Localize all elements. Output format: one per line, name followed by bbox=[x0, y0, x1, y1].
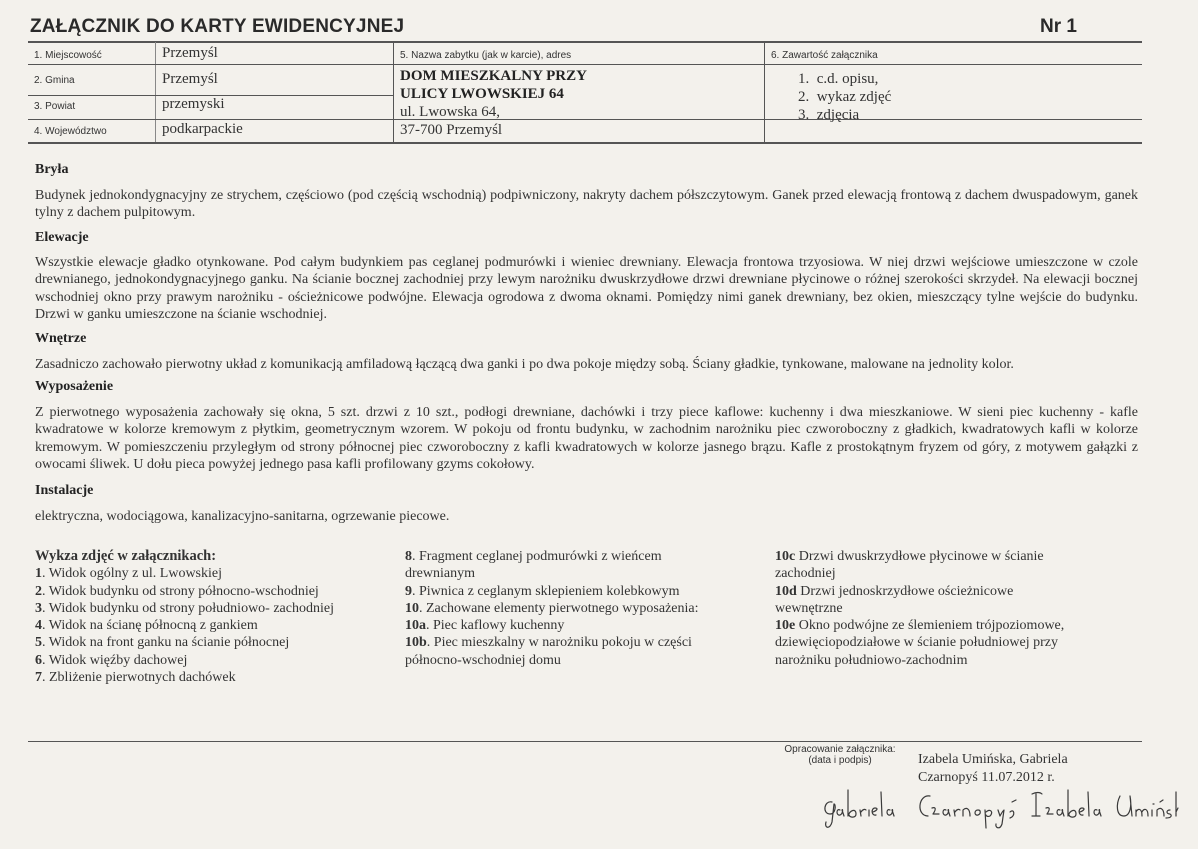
list-item: północno-wschodniej domu bbox=[405, 652, 561, 668]
photo-list-title: Wykza zdjęć w załącznikach: bbox=[35, 548, 217, 564]
location-value: podkarpackie bbox=[162, 121, 243, 137]
monument-name: ULICY LWOWSKIEJ 64 bbox=[400, 86, 564, 102]
section-text: Budynek jednokondygnacyjny ze strychem, częściowo (pod częścią wschodnią) podpiwniczony, nakryty dachem półszczytowym. Ganek przed elewacją frontową z dachem dwuspadowym, ganek tylny z dachem pulpitowym. bbox=[35, 188, 1138, 221]
list-item: 10. Zachowane elementy pierwotnego wyposażenia: bbox=[405, 600, 699, 616]
handwritten-signature bbox=[820, 782, 1180, 842]
section-title: Bryła bbox=[35, 162, 69, 177]
document-title: ZAŁĄCZNIK DO KARTY EWIDENCYJNEJ bbox=[30, 16, 405, 37]
section-title: Elewacje bbox=[35, 230, 89, 245]
photo-list-column bbox=[775, 548, 1140, 669]
list-item: 2. wykaz zdjęć bbox=[798, 89, 892, 105]
list-item: 5. Widok na front ganku na ścianie północnej bbox=[35, 635, 290, 651]
list-item: narożniku południowo-zachodnim bbox=[775, 652, 968, 668]
list-item: zachodniej bbox=[775, 566, 836, 582]
section-title: Instalacje bbox=[35, 483, 94, 498]
table-row-line bbox=[394, 64, 764, 65]
photo-list-column bbox=[405, 548, 750, 669]
location-label: 2. Gmina bbox=[34, 75, 75, 86]
section-text: Zasadniczo zachowało pierwotny układ z komunikacją amfiladową łączącą dwa ganki i po dwa pokoje między sobą. Ściany gładkie, tynkowane, malowane na jednolity kolor. bbox=[35, 357, 1014, 372]
list-item: 10d Drzwi jednoskrzydłowe ościeżnicowe bbox=[775, 583, 1014, 599]
monument-label: 5. Nazwa zabytku (jak w karcie), adres bbox=[400, 50, 572, 61]
table-row-line bbox=[765, 64, 1142, 65]
section-text: Z pierwotnego wyposażenia zachowały się okna, 5 szt. drzwi z 10 szt., podłogi drewniane, dachówki i trzy piece kaflowe: kuchenny i dwa mieszkaniowe. W sieni piec kuchenny - kafle kwadratowe w kolorze kremowym z płytkim, geometrycznym wzorem. W pokoju od frontu budynku, w zachodnim narożniku piec czworoboczny z gładkich, kwadratowych kafli w kolorze kremowym. W pomieszczeniu przyległym od strony północnej piec czworoboczny z kafli kwadratowych w kolorze jasnego brązu. Kafle z prostokątnym fryzem od góry, z motywem gałązki z owocami śliwek. U dołu pieca powyżej jednego pasa kafli profilowany gzyms cokołowy. bbox=[35, 405, 1138, 472]
contents-label: 6. Zawartość załącznika bbox=[771, 50, 878, 61]
list-item: 10b. Piec mieszkalny w narożniku pokoju w części bbox=[405, 635, 692, 651]
list-item: drewnianym bbox=[405, 566, 475, 582]
svg-text:Gabriela Czarnopyś Izabela Umi: Gabriela Czarnopyś Izabela Umińska bbox=[820, 840, 835, 841]
table-row-line bbox=[28, 119, 394, 120]
list-item: 1. c.d. opisu, bbox=[798, 71, 879, 87]
contents-list bbox=[798, 70, 891, 124]
location-value: Przemyśl bbox=[162, 45, 218, 61]
location-value: Przemyśl bbox=[162, 71, 218, 87]
table-bottom-border bbox=[28, 142, 1142, 144]
table-divider bbox=[764, 42, 765, 142]
list-item: 10a. Piec kaflowy kuchenny bbox=[405, 618, 565, 634]
list-item: 2. Widok budynku od strony północno-wschodniej bbox=[35, 583, 319, 599]
table-top-border bbox=[28, 41, 1142, 43]
list-item: 3. Widok budynku od strony południowo- zachodniej bbox=[35, 600, 334, 616]
list-item: 4. Widok na ścianę północną z gankiem bbox=[35, 618, 258, 634]
list-item: 7. Zbliżenie pierwotnych dachówek bbox=[35, 670, 236, 686]
location-label: 3. Powiat bbox=[34, 101, 76, 112]
location-value: przemyski bbox=[162, 96, 225, 112]
location-label: 1. Miejscowość bbox=[34, 50, 102, 61]
list-item: 9. Piwnica z ceglanym sklepieniem kolebkowym bbox=[405, 583, 680, 599]
table-divider bbox=[155, 42, 156, 142]
monument-address: 37-700 Przemyśl bbox=[400, 122, 503, 138]
list-item: 1. Widok ogólny z ul. Lwowskiej bbox=[35, 566, 222, 582]
table-divider bbox=[393, 42, 394, 142]
list-item: 8. Fragment ceglanej podmurówki z wieńcem bbox=[405, 549, 662, 564]
monument-name: DOM MIESZKALNY PRZY bbox=[400, 68, 587, 84]
photo-list-column bbox=[35, 548, 385, 686]
document-number: Nr 1 bbox=[1040, 16, 1077, 37]
list-item: 10c Drzwi dwuskrzydłowe płycinowe w ścianie bbox=[775, 549, 1044, 564]
list-item: 6. Widok więźby dachowej bbox=[35, 652, 188, 668]
list-item: 10e Okno podwójne ze ślemieniem trójpoziomowe, bbox=[775, 618, 1065, 634]
location-label: 4. Województwo bbox=[34, 126, 107, 137]
section-title: Wnętrze bbox=[35, 331, 87, 346]
section-text: Wszystkie elewacje gładko otynkowane. Pod całym budynkiem pas ceglanej podmurówki i wieniec drewniany. Elewacja frontowa trzyosiowa. W niej drzwi wejściowe umieszczone w czole drewnianego, jednokondygnacyjnego ganku. Na ścianie bocznej zachodniej przy lewym narożniku dwuskrzydłowe drzwi drewniane płycinowe o różnej szerokości skrzydeł. Na elewacji bocznej wschodniej okno przy prawym narożniku - ościeżnicowe podwójne. Elewacja ogrodowa z dwoma oknami. Pomiędzy nimi ganek drewniany, bez okien, mieszczący tylne wejście do budynku. Drzwi w ganku umieszczone na ścianie wschodniej. bbox=[35, 255, 1138, 322]
section-text: elektryczna, wodociągowa, kanalizacyjno-sanitarna, ogrzewanie piecowe. bbox=[35, 509, 450, 524]
table-row-line bbox=[28, 64, 394, 65]
monument-address: ul. Lwowska 64, bbox=[400, 104, 500, 120]
authors: Izabela Umińska, Gabriela Czarnopyś 11.07.2012 r. bbox=[918, 752, 1068, 785]
list-item: 3. zdjęcia bbox=[798, 107, 860, 123]
footer-divider bbox=[28, 741, 1142, 742]
list-item: wewnętrzne bbox=[775, 600, 843, 616]
prepared-label: Opracowanie załącznika: (data i podpis) bbox=[784, 744, 896, 766]
list-item: dziewięciopodziałowe w ścianie południowej przy bbox=[775, 635, 1059, 651]
section-title: Wyposażenie bbox=[35, 379, 114, 394]
